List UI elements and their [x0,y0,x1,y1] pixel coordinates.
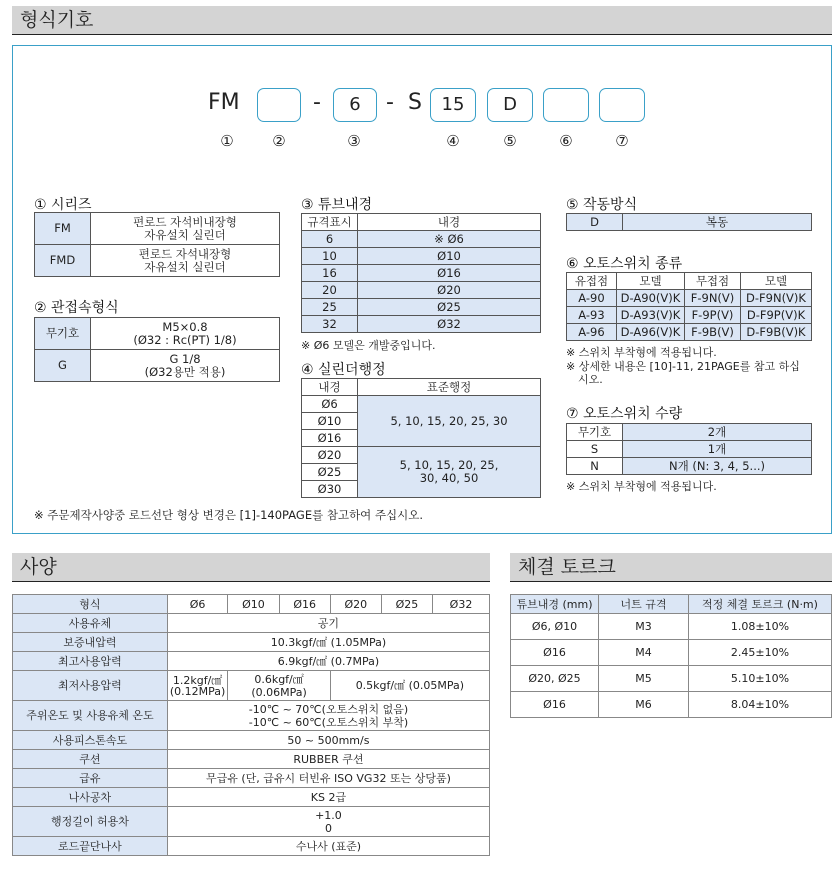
table-row [511,692,832,718]
table-cell: D-F9B(V)K [741,324,812,341]
table-row [35,318,280,350]
table-cell: 나사공차 [13,788,168,807]
table-cell: A-93 [567,307,617,324]
table-cell: Ø6 [302,396,358,413]
table-cell: Ø10 [302,413,358,430]
table-cell: N [567,458,623,475]
code-dash-1: - [313,90,321,115]
stroke-table [301,378,541,498]
header-underline [510,581,832,582]
table-row [567,214,812,231]
switch-qty-table [566,423,812,475]
table-cell: Ø25 [381,595,432,614]
table-row [302,316,541,333]
table-row [302,282,541,299]
port-desc: M5×0.8 (Ø32 : Rc(PT) 1/8) [91,318,280,350]
table-cell: 10 [302,248,358,265]
table-row [13,788,490,807]
table-cell: 행정길이 허용차 [13,807,168,837]
table-cell: Ø32 [358,316,541,333]
table-cell: F-9N(V) [685,290,741,307]
table-cell: 너트 규격 [599,595,689,614]
table-cell: 1개 [623,441,812,458]
table-cell: Ø20 [302,447,358,464]
table-row [13,731,490,750]
footer-note: ※ 주문제작사양중 로드선단 형상 변경은 [1]-140PAGE를 참고하여 주십시오. [34,508,424,522]
action-table [566,213,812,231]
series-code: FM [35,213,91,245]
table-cell: 유접점 [567,273,617,290]
table-cell: Ø20 [330,595,381,614]
table-cell: 0.5kgf/㎠ (0.05MPa) [330,671,489,701]
series-code: FMD [35,245,91,277]
table-cell: Ø32 [433,595,490,614]
table-cell: ※ Ø6 [358,231,541,248]
table-cell: 쿠션 [13,750,168,769]
code-box-7 [599,88,645,122]
switch-type-note-2: ※ 상세한 내용은 [10]-11, 21PAGE를 참고 하십 [566,360,800,373]
table-cell: 로드끝단나사 [13,837,168,856]
table-cell: 급유 [13,769,168,788]
table-row [511,666,832,692]
table-cell: 무급유 (단, 급유시 터빈유 ISO VG32 또는 상당품) [167,769,489,788]
table-cell: +1.0 0 [167,807,489,837]
table-cell: D [567,214,623,231]
table-cell: D-A90(V)K [617,290,685,307]
table-cell: Ø10 [228,595,279,614]
table-cell: D-F9N(V)K [741,290,812,307]
series-table [34,212,280,277]
table-row [302,379,541,396]
table-cell: Ø16 [302,430,358,447]
table-cell: D-A96(V)K [617,324,685,341]
action-title: ⑤ 작동방식 [566,197,638,213]
table-row [35,213,280,245]
table-cell: 무기호 [567,424,623,441]
table-row [13,701,490,731]
table-cell: 모델 [617,273,685,290]
table-cell: 복동 [623,214,812,231]
table-row [567,424,812,441]
table-cell: 6 [302,231,358,248]
table-row [567,307,812,324]
table-cell: 모델 [741,273,812,290]
table-cell: 최고사용압력 [13,652,168,671]
spec-header: 사양 [12,553,490,581]
table-row [302,396,541,413]
table-cell: 8.04±10% [689,692,832,718]
stroke-title: ④ 실린더행정 [301,362,386,378]
table-cell: 2개 [623,424,812,441]
table-row [567,290,812,307]
table-row [567,458,812,475]
switch-type-title: ⑥ 오토스위치 종류 [566,256,683,272]
table-cell: 1.08±10% [689,614,832,640]
table-cell: 16 [302,265,358,282]
table-row [35,350,280,382]
port-desc: G 1/8 (Ø32용만 적용) [91,350,280,382]
table-cell: M6 [599,692,689,718]
tube-table [301,213,541,333]
table-cell: 형식 [13,595,168,614]
table-cell: 무접점 [685,273,741,290]
table-row [13,807,490,837]
torque-header: 체결 토르크 [510,553,832,581]
switch-qty-note: ※ 스위치 부착형에 적용됩니다. [566,480,717,493]
tube-note: ※ Ø6 모델은 개발중입니다. [301,339,436,352]
table-cell: 공기 [167,614,489,633]
table-cell: Ø25 [358,299,541,316]
table-cell: 20 [302,282,358,299]
table-row [13,769,490,788]
table-cell: Ø6, Ø10 [511,614,599,640]
table-row [13,837,490,856]
table-row [302,265,541,282]
table-cell: 10.3kgf/㎠ (1.05MPa) [167,633,489,652]
table-row [511,640,832,666]
table-row [13,595,490,614]
table-row [13,750,490,769]
table-cell: 0.6kgf/㎠ (0.06MPa) [228,671,330,701]
table-cell: KS 2급 [167,788,489,807]
switch-qty-title: ⑦ 오토스위치 수량 [566,406,683,422]
table-cell: Ø6 [167,595,227,614]
code-box-3: 6 [333,88,377,122]
num-2: ② [272,132,286,150]
table-cell: D-F9P(V)K [741,307,812,324]
table-cell: 규격표시 [302,214,358,231]
table-cell: 25 [302,299,358,316]
table-cell: 내경 [302,379,358,396]
table-cell: 6.9kgf/㎠ (0.7MPa) [167,652,489,671]
table-cell: 수나사 (표준) [167,837,489,856]
stroke-std-1: 5, 10, 15, 20, 25, 30 [358,396,541,447]
torque-table [510,594,832,718]
port-table [34,317,280,382]
table-row [302,299,541,316]
table-cell: Ø16 [511,692,599,718]
num-5: ⑤ [503,132,517,150]
table-cell: 32 [302,316,358,333]
code-box-4: 15 [430,88,476,122]
table-cell: M4 [599,640,689,666]
table-cell: 사용피스톤속도 [13,731,168,750]
tube-title: ③ 튜브내경 [301,197,373,213]
series-desc: 편로드 자석내장형 자유설치 실린더 [91,245,280,277]
series-desc: 편로드 자석비내장형 자유설치 실린더 [91,213,280,245]
switch-type-note-1: ※ 스위치 부착형에 적용됩니다. [566,346,717,359]
table-cell: F-9B(V) [685,324,741,341]
table-cell: 최저사용압력 [13,671,168,701]
table-cell: Ø10 [358,248,541,265]
table-cell: Ø16 [511,640,599,666]
table-cell: Ø16 [279,595,330,614]
table-cell: 2.45±10% [689,640,832,666]
table-cell: 사용유체 [13,614,168,633]
table-cell: Ø20, Ø25 [511,666,599,692]
table-row [13,671,490,701]
model-code-header: 형식기호 [12,6,832,34]
table-row [567,441,812,458]
table-row [567,273,812,290]
table-cell: RUBBER 쿠션 [167,750,489,769]
code-dash-2: - [386,90,394,115]
table-cell: 보증내압력 [13,633,168,652]
num-3: ③ [347,132,361,150]
table-row [302,447,541,464]
table-cell: 내경 [358,214,541,231]
table-cell: 50 ~ 500mm/s [167,731,489,750]
table-cell: Ø25 [302,464,358,481]
table-cell: Ø30 [302,481,358,498]
table-cell: A-90 [567,290,617,307]
spec-table [12,594,490,856]
series-title: ① 시리즈 [34,197,92,213]
switch-type-note-3: 시오. [578,373,603,386]
table-row [567,324,812,341]
table-cell: Ø20 [358,282,541,299]
code-box-6 [543,88,589,122]
switch-type-table [566,272,812,341]
table-cell: -10℃ ~ 70℃(오토스위치 없음) -10℃ ~ 60℃(오토스위치 부착) [167,701,489,731]
stroke-std-2: 5, 10, 15, 20, 25, 30, 40, 50 [358,447,541,498]
header-underline [12,581,490,582]
port-code: G [35,350,91,382]
table-cell: 주위온도 및 사용유체 온도 [13,701,168,731]
table-row [302,231,541,248]
table-row [511,595,832,614]
code-box-5: D [487,88,533,122]
table-cell: M3 [599,614,689,640]
port-title: ② 관접속형식 [34,300,119,316]
num-4: ④ [446,132,460,150]
table-row [13,614,490,633]
table-cell: 표준행정 [358,379,541,396]
num-6: ⑥ [559,132,573,150]
table-cell: 적정 체결 토르크 (N·m) [689,595,832,614]
num-1: ① [220,132,234,150]
code-box-2 [257,88,301,122]
port-code: 무기호 [35,318,91,350]
num-7: ⑦ [615,132,629,150]
table-row [302,214,541,231]
header-underline [12,34,832,35]
table-cell: Ø16 [358,265,541,282]
table-cell: S [567,441,623,458]
table-row [13,652,490,671]
table-cell: 5.10±10% [689,666,832,692]
table-row [302,248,541,265]
table-cell: F-9P(V) [685,307,741,324]
code-fm: FM [208,90,240,115]
table-row [511,614,832,640]
table-cell: A-96 [567,324,617,341]
code-s: S [408,90,422,115]
table-cell: 튜브내경 (mm) [511,595,599,614]
table-cell: D-A93(V)K [617,307,685,324]
table-cell: 1.2kgf/㎠ (0.12MPa) [167,671,227,701]
table-row [13,633,490,652]
table-cell: N개 (N: 3, 4, 5...) [623,458,812,475]
table-cell: M5 [599,666,689,692]
table-row [35,245,280,277]
